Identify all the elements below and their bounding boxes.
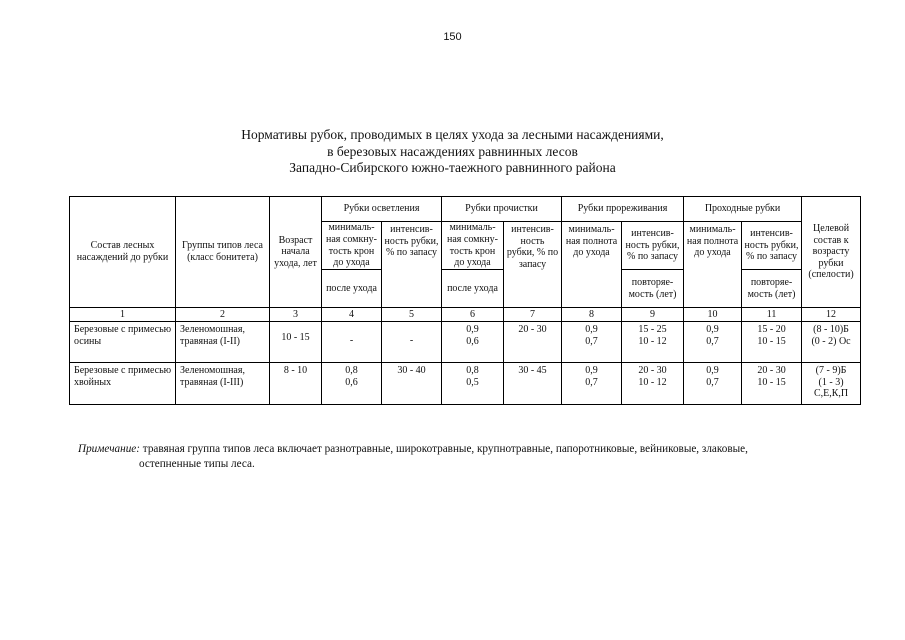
header-min-crown-cleaning: минималь-ная сомкну-тость крон до ухода [442,222,504,270]
header-cleaning: Рубки прочистки [442,197,562,222]
cell-c4: - [322,322,382,363]
col-num: 6 [442,308,504,322]
table-row [70,363,861,405]
document-title [0,127,905,177]
col-num: 11 [742,308,802,322]
cell-c7: 20 - 30 [504,322,562,363]
header-after-care-clarification: после ухода [322,270,382,308]
header-forest-types: Группы типов леса (класс бонитета) [176,197,270,308]
cell-forest-types: Зеленомошная, травяная (I-II) [176,322,270,363]
title-line-3: Западно-Сибирского южно-таежного равнинного района [289,160,616,175]
cell-c8: 0,9 0,7 [562,363,622,405]
cell-c11: 15 - 20 10 - 15 [742,322,802,363]
title-line-1: Нормативы рубок, проводимых в целях ухода за лесными насаждениями, [241,127,664,142]
col-num: 3 [270,308,322,322]
col-num: 2 [176,308,270,322]
note-label: Примечание: [78,443,140,455]
cell-c7: 30 - 45 [504,363,562,405]
header-min-crown-clarification: минималь-ная сомкну-тость крон до ухода [322,222,382,270]
cell-start-age: 8 - 10 [270,363,322,405]
cell-c6: 0,9 0,6 [442,322,504,363]
header-repeat-passage: повторяе-мость (лет) [742,270,802,308]
cell-c8: 0,9 0,7 [562,322,622,363]
norms-table [69,196,861,405]
header-min-density-passage: минималь-ная полнота до ухода [684,222,742,308]
title-line-2: в березовых насаждениях равнинных лесов [327,143,578,159]
note-text-line-2: остепненные типы леса. [139,458,255,470]
header-composition: Состав лесных насаждений до рубки [70,197,176,308]
col-num: 7 [504,308,562,322]
header-intensity-thinning: интенсив-ность рубки, % по запасу [622,222,684,270]
table-row [70,322,861,363]
column-number-row [70,308,861,322]
cell-c10: 0,9 0,7 [684,322,742,363]
cell-forest-types: Зеленомошная, травяная (I-III) [176,363,270,405]
header-row-groups [70,197,861,222]
cell-c10: 0,9 0,7 [684,363,742,405]
cell-c4: 0,8 0,6 [322,363,382,405]
col-num: 5 [382,308,442,322]
header-intensity-clarification: интенсив-ность рубки, % по запасу [382,222,442,308]
cell-start-age: 10 - 15 [270,322,322,363]
cell-composition: Березовые с примесью осины [70,322,176,363]
col-num: 10 [684,308,742,322]
col-num: 9 [622,308,684,322]
header-repeat-thinning: повторяе-мость (лет) [622,270,684,308]
header-target: Целевой состав к возрасту рубки (спелости) [802,197,861,308]
cell-c6: 0,8 0,5 [442,363,504,405]
cell-c5: - [382,322,442,363]
col-num: 4 [322,308,382,322]
cell-c5: 30 - 40 [382,363,442,405]
header-intensity-passage: интенсив-ность рубки, % по запасу [742,222,802,270]
header-clarification: Рубки осветления [322,197,442,222]
cell-c9: 20 - 30 10 - 12 [622,363,684,405]
header-start-age: Возраст начала ухода, лет [270,197,322,308]
col-num: 12 [802,308,861,322]
cell-c12: (8 - 10)Б (0 - 2) Ос [802,322,861,363]
cell-c11: 20 - 30 10 - 15 [742,363,802,405]
header-intensity-cleaning: интенсив-ность рубки, % по запасу [504,222,562,308]
table-note [78,442,868,472]
header-passage: Проходные рубки [684,197,802,222]
page-number: 150 [443,31,462,43]
header-thinning: Рубки прореживания [562,197,684,222]
header-min-density-thinning: минималь-ная полнота до ухода [562,222,622,308]
col-num: 1 [70,308,176,322]
header-after-care-cleaning: после ухода [442,270,504,308]
cell-c9: 15 - 25 10 - 12 [622,322,684,363]
cell-c12: (7 - 9)Б (1 - 3) С,Е,К,П [802,363,861,405]
note-text-line-1: травяная группа типов леса включает разнотравные, широкотравные, крупнотравные, папоротниковые, вейниковые, злаковые, [140,443,748,455]
col-num: 8 [562,308,622,322]
cell-composition: Березовые с примесью хвойных [70,363,176,405]
